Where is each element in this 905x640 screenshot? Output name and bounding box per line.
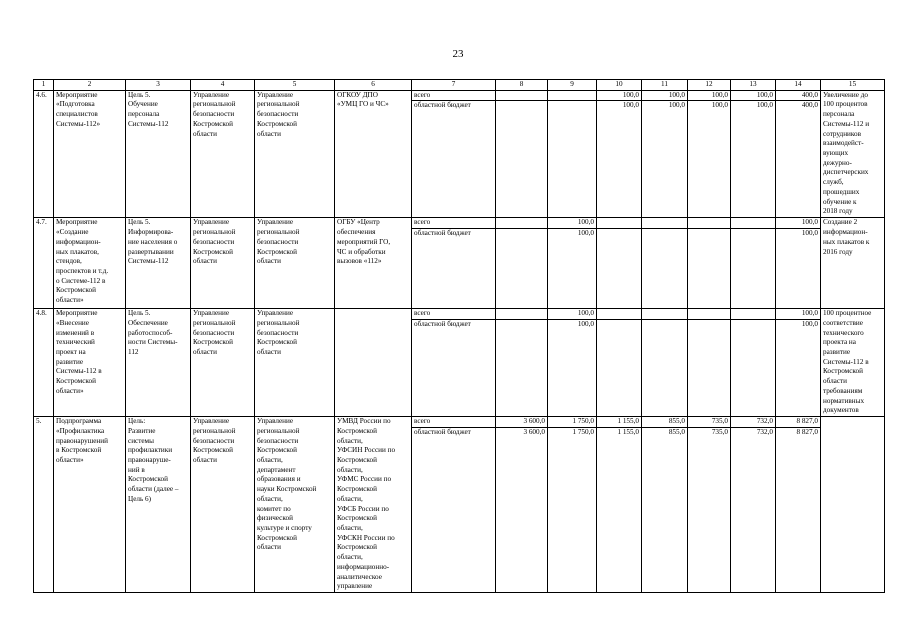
funding-source: областной бюджет	[412, 319, 496, 416]
funding-value	[597, 218, 642, 229]
funding-value: 100,0	[642, 90, 688, 101]
customer-text: Управление региональной безопасности Костромской области	[191, 218, 255, 309]
row-number: 4.7.	[34, 218, 54, 309]
funding-value	[688, 319, 731, 416]
expected-result: Увеличение до 100 процентов персонала Системы-112 и сотрудников взаимодейст- вующих дежурно- диспетчерских служб, прошедших обучение к 2018 году	[821, 90, 885, 218]
expected-result: 100 процентное соответствие технического проекта на развитие Системы-112 в Костромской области требованиям нормативных документов	[821, 309, 885, 417]
column-number: 8	[496, 80, 548, 91]
goal-text: Цель 5. Информирова- ние населения о развертывании Системы-112	[126, 218, 191, 309]
coordinator-text: Управление региональной безопасности Костромской области	[255, 218, 335, 309]
event-name: Мероприятие «Подготовка специалистов Системы-112»	[54, 90, 126, 218]
funding-value: 100,0	[776, 309, 821, 320]
column-number: 1	[34, 80, 54, 91]
funding-value	[496, 309, 548, 320]
funding-value	[688, 229, 731, 309]
table-row	[34, 90, 885, 101]
funding-value: 100,0	[688, 101, 731, 218]
funding-value: 100,0	[776, 319, 821, 416]
customer-text: Управление региональной безопасности Костромской области	[191, 90, 255, 218]
row-number: 4.8.	[34, 309, 54, 417]
executor-text: ОГБУ «Центр обеспечения мероприятий ГО, ЧС и обработки вызовов «112»	[335, 218, 412, 309]
funding-value	[597, 229, 642, 309]
column-number: 4	[191, 80, 255, 91]
funding-value	[597, 319, 642, 416]
funding-value: 100,0	[688, 90, 731, 101]
expected-result: Создание 2 информацион- ных плакатов к 2016 году	[821, 218, 885, 309]
funding-value: 1 750,0	[548, 417, 597, 428]
column-number-row	[34, 80, 885, 91]
funding-source: областной бюджет	[412, 427, 496, 592]
row-number: 5.	[34, 417, 54, 593]
funding-value	[688, 309, 731, 320]
funding-value	[642, 309, 688, 320]
funding-value: 1 155,0	[597, 427, 642, 592]
executor-text	[335, 309, 412, 417]
goal-text: Цель 5. Обучение персонала Системы-112	[126, 90, 191, 218]
table-row	[34, 309, 885, 320]
row-number: 4.6.	[34, 90, 54, 218]
customer-text: Управление региональной безопасности Костромской области	[191, 417, 255, 593]
column-number: 13	[731, 80, 776, 91]
customer-text: Управление региональной безопасности Костромской области	[191, 309, 255, 417]
event-name: Мероприятие «Внесение изменений в технический проект на развитие Системы-112 в Костромской области»	[54, 309, 126, 417]
funding-value	[731, 319, 776, 416]
funding-value: 100,0	[776, 218, 821, 229]
funding-value: 3 600,0	[496, 427, 548, 592]
funding-value	[496, 229, 548, 309]
coordinator-text: Управление региональной безопасности Костромской области, департамент образования и науки Костромской области, комитет по физической культуре и спорту Костромской области	[255, 417, 335, 593]
funding-value: 100,0	[776, 229, 821, 309]
funding-value: 100,0	[548, 218, 597, 229]
column-number: 2	[54, 80, 126, 91]
funding-value	[642, 229, 688, 309]
funding-value: 100,0	[731, 101, 776, 218]
funding-source: всего	[412, 90, 496, 101]
column-number: 7	[412, 80, 496, 91]
column-number: 5	[255, 80, 335, 91]
funding-value: 100,0	[731, 90, 776, 101]
table-row	[34, 417, 885, 428]
funding-value: 100,0	[548, 309, 597, 320]
coordinator-text: Управление региональной безопасности Костромской области	[255, 309, 335, 417]
table-row	[34, 218, 885, 229]
funding-value	[548, 101, 597, 218]
funding-value	[731, 218, 776, 229]
funding-value: 3 600,0	[496, 417, 548, 428]
funding-value: 8 827,0	[776, 427, 821, 592]
funding-source: областной бюджет	[412, 229, 496, 309]
page-number: 23	[452, 48, 464, 60]
funding-value: 1 155,0	[597, 417, 642, 428]
funding-value	[642, 319, 688, 416]
column-number: 10	[597, 80, 642, 91]
funding-value: 8 827,0	[776, 417, 821, 428]
column-number: 14	[776, 80, 821, 91]
funding-source: всего	[412, 309, 496, 320]
funding-value: 735,0	[688, 427, 731, 592]
goal-text: Цель 5. Обеспечение работоспособ- ности Системы- 112	[126, 309, 191, 417]
program-table	[33, 79, 885, 593]
funding-value: 100,0	[642, 101, 688, 218]
funding-value	[597, 309, 642, 320]
column-number: 12	[688, 80, 731, 91]
expected-result	[821, 417, 885, 593]
funding-value: 100,0	[597, 101, 642, 218]
column-number: 6	[335, 80, 412, 91]
column-number: 3	[126, 80, 191, 91]
executor-text: ОГКОУ ДПО «УМЦ ГО и ЧС»	[335, 90, 412, 218]
column-number: 9	[548, 80, 597, 91]
event-name: Мероприятие «Создание информацион- ных плакатов, стендов, проспектов и т.д. о Системе-112 в Костромской области»	[54, 218, 126, 309]
funding-value	[496, 319, 548, 416]
coordinator-text: Управление региональной безопасности Костромской области	[255, 90, 335, 218]
funding-value: 855,0	[642, 417, 688, 428]
column-number: 11	[642, 80, 688, 91]
event-name: Подпрограмма «Профилактика правонарушений в Костромской области»	[54, 417, 126, 593]
funding-value	[496, 101, 548, 218]
executor-text: УМВД России по Костромской области, УФСИН России по Костромской области, УФМС России по Костромской области, УФСБ России по Костромской области, УФСКН России по Костромской области, информационно- аналитическое управление	[335, 417, 412, 593]
funding-value: 735,0	[688, 417, 731, 428]
funding-value: 100,0	[548, 229, 597, 309]
funding-value: 400,0	[776, 90, 821, 101]
funding-value	[642, 218, 688, 229]
funding-value	[548, 90, 597, 101]
funding-value	[731, 229, 776, 309]
funding-value: 732,0	[731, 417, 776, 428]
funding-value: 100,0	[597, 90, 642, 101]
funding-value: 100,0	[548, 319, 597, 416]
funding-value: 400,0	[776, 101, 821, 218]
funding-value: 732,0	[731, 427, 776, 592]
funding-value	[496, 90, 548, 101]
funding-source: областной бюджет	[412, 101, 496, 218]
funding-value	[731, 309, 776, 320]
funding-value: 1 750,0	[548, 427, 597, 592]
funding-source: всего	[412, 417, 496, 428]
funding-source: всего	[412, 218, 496, 229]
funding-value	[688, 218, 731, 229]
goal-text: Цель: Развитие системы профилактики правонаруше- ний в Костромской области (далее – Цель 6)	[126, 417, 191, 593]
funding-value: 855,0	[642, 427, 688, 592]
column-number: 15	[821, 80, 885, 91]
funding-value	[496, 218, 548, 229]
